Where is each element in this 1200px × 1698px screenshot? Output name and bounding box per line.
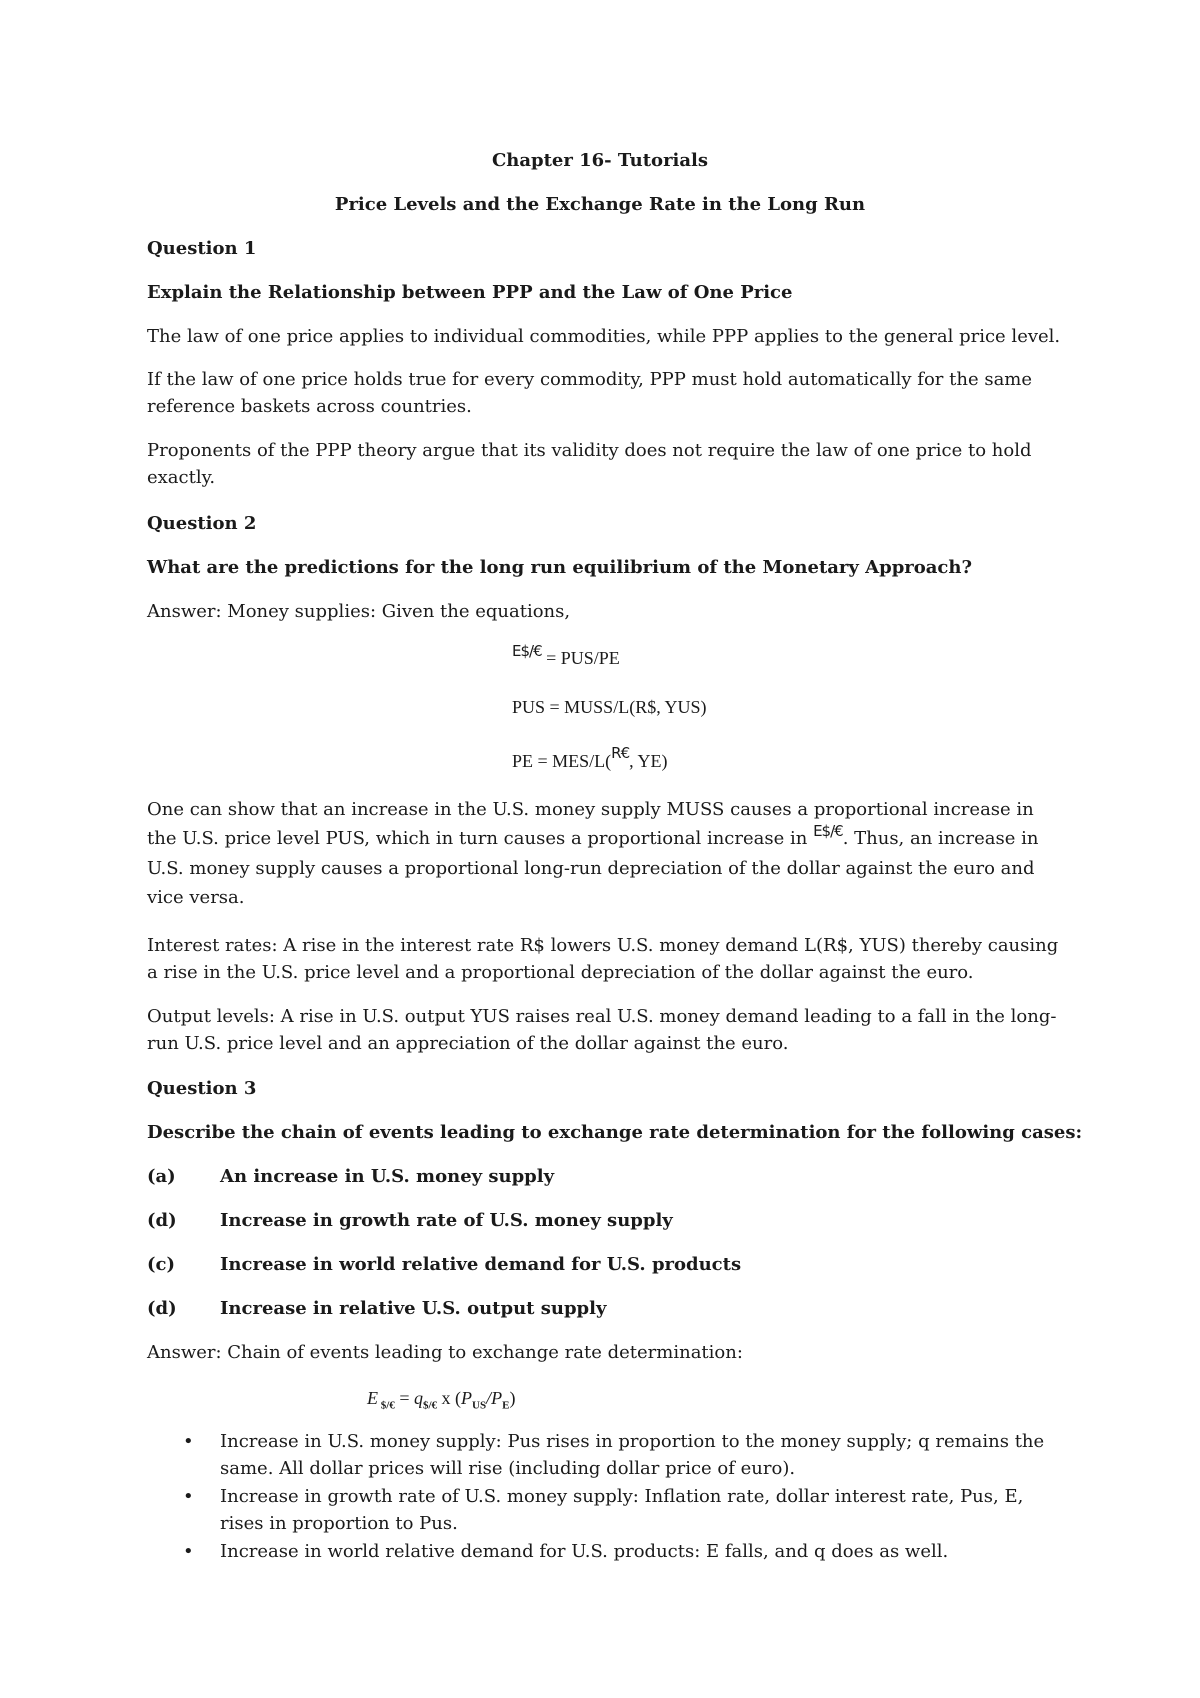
case-text: Increase in growth rate of U.S. money supply (220, 1210, 673, 1231)
bullet-item: Increase in U.S. money supply: Pus rises in proportion to the money supply; q remains the same. All dollar prices will rise (including dollar price of euro). (220, 1431, 1045, 1479)
formula-slash: / (486, 1388, 492, 1408)
equation-us-price: PUS = MUSS/L(R$, YUS) (512, 697, 707, 717)
equation-3-end: , YE) (629, 751, 668, 771)
formula-pe: P (491, 1388, 503, 1408)
equation-euro-price (512, 744, 668, 776)
exchange-rate-symbol: E$/€ (512, 642, 542, 660)
question-3-label: Question 3 (147, 1078, 257, 1099)
q2-p1-start: One can show that an increase in the U.S. money supply MUSS causes a proportional increase in the U.S. price level PUS, which in turn causes a proportional increase in (147, 799, 1034, 849)
formula-q-sub: $/€ (422, 1399, 438, 1412)
q2-paragraph-1 (147, 795, 1067, 912)
euro-interest-symbol: R€ (611, 744, 630, 762)
question-1-heading: Explain the Relationship between PPP and the Law of One Price (147, 282, 793, 303)
question-2-heading: What are the predictions for the long run equilibrium of the Monetary Approach? (147, 557, 973, 578)
formula-equals: = (394, 1388, 414, 1408)
document-subtitle: Price Levels and the Exchange Rate in the Long Run (334, 194, 866, 215)
case-label: (d) (147, 1210, 177, 1231)
q2-paragraph-2: Interest rates: A rise in the interest rate R$ lowers U.S. money demand L(R$, YUS) thereby causing a rise in the U.S. price level and a proportional depreciation of the dollar against the euro. (147, 935, 1059, 983)
formula-close: ) (509, 1388, 516, 1408)
formula-e: E (367, 1388, 378, 1408)
q2-p1-end: . Thus, an increase in U.S. money supply causes a proportional long-run depreciation of the dollar against the euro and vice versa. (147, 828, 1039, 908)
case-label: (d) (147, 1298, 177, 1319)
q1-paragraph-2: If the law of one price holds true for every commodity, PPP must hold automatically for the same reference baskets across countries. (147, 369, 1033, 417)
equation-1-rest: = PUS/PE (541, 648, 620, 668)
formula-pe-sub: E (502, 1399, 510, 1412)
formula-times: x ( (437, 1388, 462, 1408)
q1-paragraph-3: Proponents of the PPP theory argue that its validity does not require the law of one price to hold exactly. (147, 440, 1032, 488)
bullet-item: Increase in world relative demand for U.S. products: E falls, and q does as well. (220, 1541, 949, 1562)
exchange-rate-formula (367, 1385, 515, 1420)
bullet-item: Increase in growth rate of U.S. money supply: Inflation rate, dollar interest rate, Pus, E, rises in proportion to Pus. (220, 1486, 1024, 1534)
formula-e-sub: $/€ (378, 1399, 395, 1412)
question-3-heading: Describe the chain of events leading to exchange rate determination for the following cases: (147, 1122, 1083, 1143)
case-text: Increase in world relative demand for U.S. products (220, 1254, 742, 1275)
bullet-icon: • (183, 1486, 194, 1507)
inline-exchange-rate-symbol: E$/€ (813, 822, 843, 840)
document-title: Chapter 16- Tutorials (491, 150, 709, 171)
equation-3-start: PE = MES/L( (512, 751, 612, 771)
case-label: (a) (147, 1166, 176, 1187)
question-2-label: Question 2 (147, 513, 257, 534)
q2-paragraph-3: Output levels: A rise in U.S. output YUS raises real U.S. money demand leading to a fall in the long-run U.S. price level and an appreciation of the dollar against the euro. (147, 1006, 1057, 1054)
case-label: (c) (147, 1254, 175, 1275)
equation-exchange-rate (512, 642, 620, 673)
bullet-icon: • (183, 1431, 194, 1452)
formula-q: q (413, 1388, 423, 1408)
q3-answer-intro: Answer: Chain of events leading to exchange rate determination: (147, 1342, 743, 1363)
formula-pus-sub: US (472, 1399, 487, 1412)
formula-pus: P (461, 1388, 473, 1408)
case-text: Increase in relative U.S. output supply (220, 1298, 607, 1319)
bullet-icon: • (183, 1541, 194, 1562)
q1-paragraph-1: The law of one price applies to individual commodities, while PPP applies to the general price level. (147, 326, 1061, 347)
q2-intro: Answer: Money supplies: Given the equations, (147, 601, 571, 622)
case-text: An increase in U.S. money supply (220, 1166, 555, 1187)
question-1-label: Question 1 (147, 238, 257, 259)
